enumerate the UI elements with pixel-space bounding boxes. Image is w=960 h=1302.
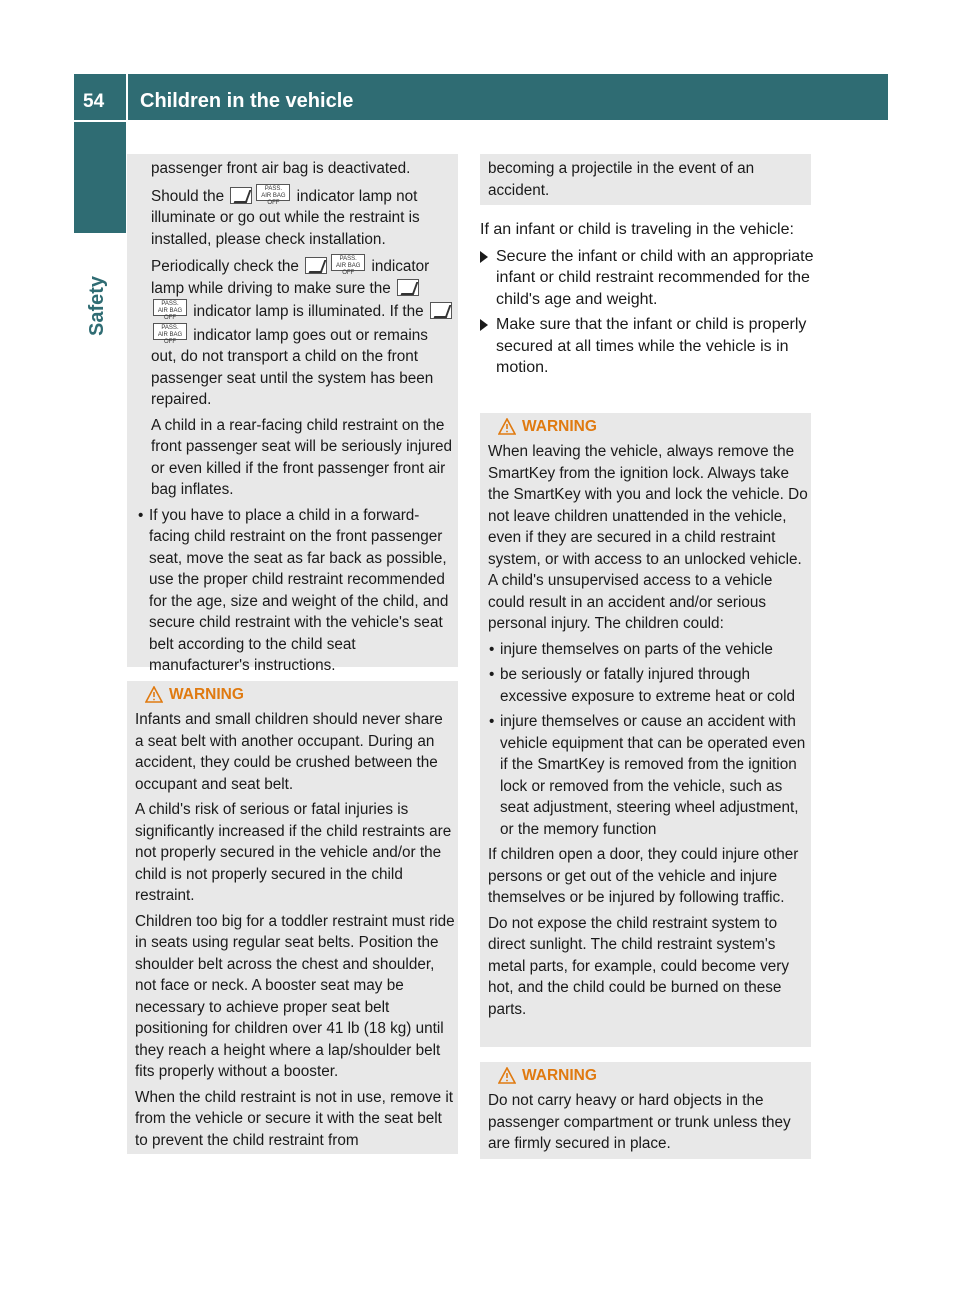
paragraph: becoming a projectile in the event of an accident. [488, 160, 755, 199]
paragraph: When the child restraint is not in use, remove it from the vehicle or secure it with the seat belt to prevent the child restraint from [135, 1088, 453, 1149]
paragraph: Should the PASS. AIR BAG OFF indicator lamp not illuminate or go out while the restraint is installed, please check installation. [151, 185, 420, 248]
paragraph: If children open a door, they could injure other persons or get out of the vehicle and injure themselves or be injured by following traffic. [488, 846, 799, 906]
instruction-step: Make sure that the infant or child is properly secured at all times while the vehicle is in motion. [480, 314, 815, 379]
warning-heading: WARNING [488, 416, 808, 438]
paragraph: Periodically check the PASS. AIR BAG OFF indicator lamp while driving to make sure the PASS. AIR BAG OFF indicator lamp is illuminated. If the PASS. AIR BAG OFF indicator lamp goes out or remains out, do not transport a child on the front passenger seat until the system has been repaired. [137, 254, 455, 411]
section-label: Safety [86, 275, 108, 336]
instruction-step: Secure the infant or child with an appropriate infant or child restraint recommended for the child's age and weight. [480, 246, 815, 311]
warning-heading: WARNING [488, 1065, 808, 1087]
list-item: • be seriously or fatally injured through excessive exposure to extreme heat or cold [488, 664, 808, 707]
child-seat-indicator-icon [230, 187, 252, 204]
right-continued-text [488, 158, 806, 205]
passenger-airbag-off-icon: PASS. AIR BAG OFF [331, 254, 365, 271]
left-info-text [137, 158, 455, 681]
paragraph: Children too big for a toddler restraint must ride in seats using regular seat belts. Position the shoulder belt across the chest and shoulder, not face or neck. A booster seat may be necessary to achieve proper seat belt positioning for children over 41 lb (18 kg) until they reach a height where a lap/shoulder belt fits properly without a booster. [135, 912, 455, 1080]
warning-triangle-icon [498, 1067, 516, 1084]
warning-triangle-icon [145, 686, 163, 703]
warning-heading: WARNING [135, 684, 455, 706]
child-seat-indicator-icon [305, 257, 327, 274]
page-title: Children in the vehicle [128, 74, 888, 120]
arrow-right-icon [480, 251, 488, 263]
paragraph: When leaving the vehicle, always remove the SmartKey from the ignition lock. Always take the SmartKey with you and lock the vehicle. Do not leave children unattended in the vehicle, even if they are secured in a child restraint system, or with access to an unlocked vehicle. A child's unsupervised access to a vehicle could result in an accident and/or serious personal injury. The children could: [488, 443, 808, 632]
passenger-airbag-off-icon: PASS. AIR BAG OFF [153, 299, 187, 316]
child-seat-indicator-icon [397, 279, 419, 296]
list-item: • If you have to place a child in a forward-facing child restraint on the front passenger seat, move the seat as far back as possible, use the proper child restraint recommended for the age, size and weight of the child, and secure child restraint with the vehicle's seat belt according to the child seat manufacturer's instructions. [137, 505, 455, 677]
passenger-airbag-off-icon: PASS. AIR BAG OFF [153, 323, 187, 340]
right-body [480, 219, 815, 383]
section-tab-block [74, 122, 126, 233]
passenger-airbag-off-icon: PASS. AIR BAG OFF [256, 184, 290, 201]
paragraph: A child in a rear-facing child restraint on the front passenger seat will be seriously injured or even killed if the front passenger front air bag inflates. [151, 416, 452, 498]
list-item: • injure themselves on parts of the vehicle [488, 639, 808, 661]
arrow-right-icon [480, 319, 488, 331]
right-warning-text-2 [488, 1065, 808, 1159]
paragraph: Do not carry heavy or hard objects in the passenger compartment or trunk unless they are firmly secured in place. [488, 1092, 791, 1152]
list-item: • injure themselves or cause an accident with vehicle equipment that can be operated even if the SmartKey is removed from the ignition lock or removed from the vehicle, such as seat adjustment, steering wheel adjustment, or the memory function [488, 711, 808, 840]
intro-text: If an infant or child is traveling in the vehicle: [480, 221, 794, 238]
right-warning-text [488, 416, 808, 1024]
paragraph: Infants and small children should never share a seat belt with another occupant. During an accident, they could be crushed between the occupant and seat belt. [135, 711, 443, 793]
left-warning-text [135, 684, 455, 1155]
page-number: 54 [74, 74, 126, 120]
warning-triangle-icon [498, 418, 516, 435]
paragraph: Do not expose the child restraint system to direct sunlight. The child restraint system's metal parts, for example, could become very hot, and the child could be burned on these parts. [488, 914, 789, 1018]
paragraph: passenger front air bag is deactivated. [151, 160, 411, 177]
child-seat-indicator-icon [430, 302, 452, 319]
paragraph: A child's risk of serious or fatal injuries is significantly increased if the child restraints are not properly secured in the vehicle and/or the child is not properly secured in the child restraint. [135, 801, 452, 904]
